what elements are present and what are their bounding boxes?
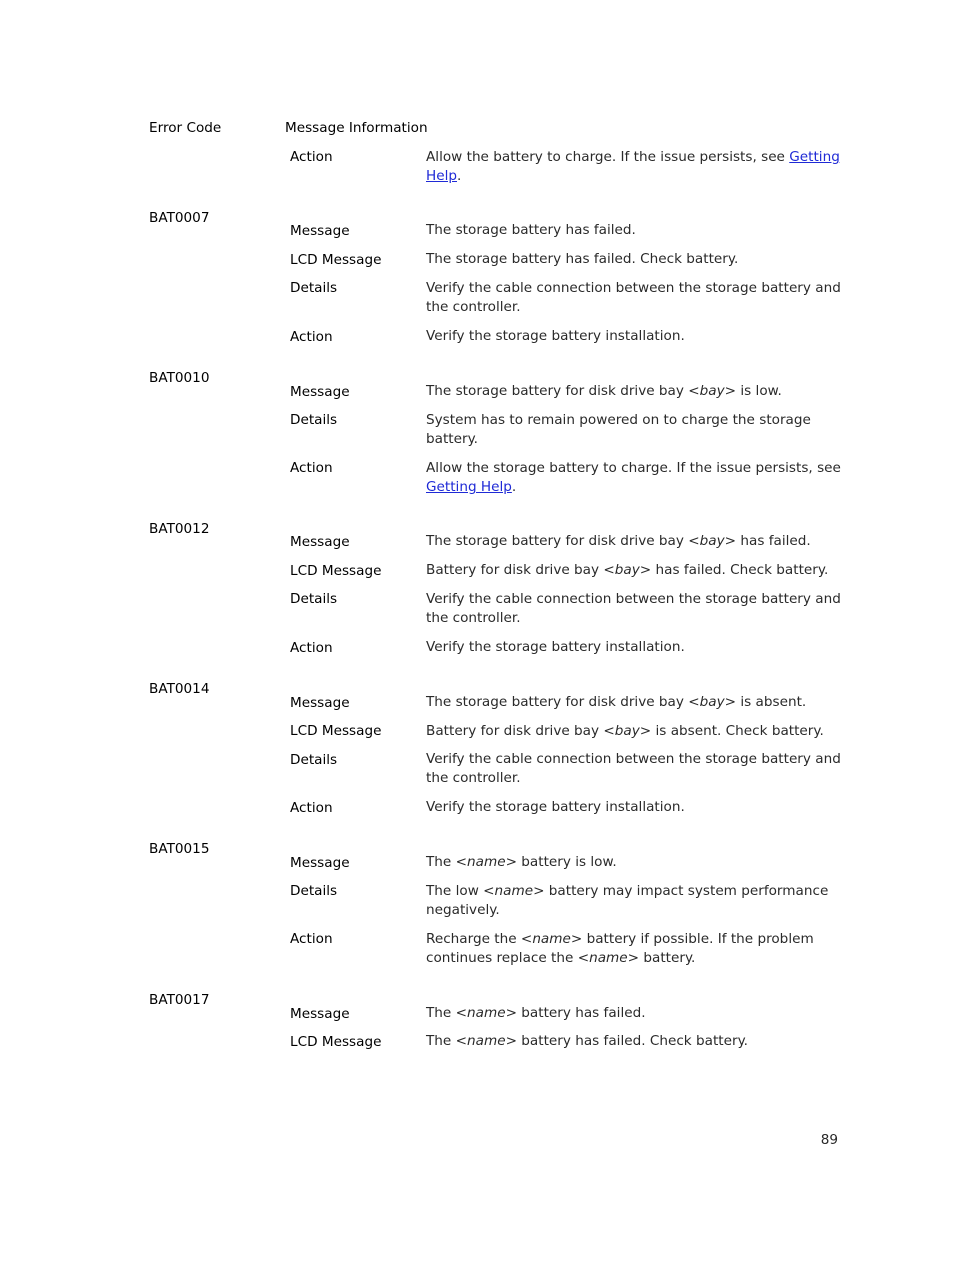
bat0014-message-pre: The storage battery for disk drive bay < — [426, 694, 700, 710]
bat0014-action-label: Action — [290, 800, 333, 816]
bat0014-details-label: Details — [290, 752, 338, 768]
bat0015-action-var: name — [532, 931, 571, 947]
bat0015-details-label: Details — [290, 883, 338, 899]
bat0015-action-post: > battery if possible. If the problem — [570, 931, 814, 947]
bat0010-action-label: Action — [290, 460, 333, 476]
getting-help-link-cont[interactable]: Help — [426, 168, 457, 184]
bat0014-message-label: Message — [290, 695, 350, 711]
bat0015-message-label: Message — [290, 855, 350, 871]
bat0015-message — [426, 853, 617, 872]
bat0017-lcd-var: name — [467, 1033, 506, 1049]
bat0014-lcd-pre: Battery for disk drive bay < — [426, 723, 615, 739]
bat0010-action-line2 — [426, 478, 516, 497]
bat0017-lcd-pre: The < — [426, 1033, 467, 1049]
bat0007-details-line2: the controller. — [426, 299, 521, 315]
cont-action-period: . — [457, 168, 462, 184]
bat0015-action2-var: name — [589, 950, 628, 966]
cont-action-text: Allow the battery to charge. If the issue persists, see — [426, 149, 790, 165]
bat0017-lcd-label: LCD Message — [290, 1034, 382, 1050]
bat0017-message-pre: The < — [426, 1005, 467, 1021]
bat0017-lcd — [426, 1032, 748, 1051]
bat0007-action-label: Action — [290, 329, 333, 345]
bat0015-action-label: Action — [290, 931, 333, 947]
bat0015-action2-post: > battery. — [627, 950, 696, 966]
bat0014-details-line1: Verify the cable connection between the storage battery and — [426, 751, 841, 767]
bat0015-action2-pre: continues replace the < — [426, 950, 590, 966]
getting-help-link[interactable]: Getting — [789, 149, 840, 165]
bat0012-message-post: > has failed. — [724, 533, 811, 549]
bat0007-lcd-label: LCD Message — [290, 252, 382, 268]
bat0012-message — [426, 532, 811, 551]
bat0012-details-label: Details — [290, 591, 338, 607]
bat0012-message-label: Message — [290, 534, 350, 550]
error-code-bat0010: BAT0010 — [149, 370, 210, 386]
bat0012-lcd-pre: Battery for disk drive bay < — [426, 562, 615, 578]
bat0015-details-pre: The low < — [426, 883, 495, 899]
error-code-bat0017: BAT0017 — [149, 992, 210, 1008]
bat0017-message-post: > battery has failed. — [505, 1005, 646, 1021]
bat0015-action-pre: Recharge the < — [426, 931, 533, 947]
bat0014-lcd-label: LCD Message — [290, 723, 382, 739]
bat0012-details-line2: the controller. — [426, 610, 521, 626]
bat0007-lcd: The storage battery has failed. Check battery. — [426, 251, 739, 267]
bat0012-message-pre: The storage battery for disk drive bay < — [426, 533, 700, 549]
bat0010-action-period: . — [511, 479, 517, 495]
bat0010-message-var: bay — [699, 383, 725, 399]
bat0015-action-line1 — [426, 930, 814, 949]
bat0014-lcd-post: > is absent. Check battery. — [639, 723, 824, 739]
bat0012-action: Verify the storage battery installation. — [426, 639, 685, 655]
bat0015-message-pre: The < — [426, 854, 467, 870]
bat0010-message — [426, 382, 782, 401]
bat0007-details-line1: Verify the cable connection between the storage battery and — [426, 280, 841, 296]
page-number: 89 — [820, 1132, 838, 1148]
bat0014-lcd-var: bay — [614, 723, 640, 739]
bat0014-message-post: > is absent. — [724, 694, 807, 710]
bat0010-details-label: Details — [290, 412, 338, 428]
bat0017-message-var: name — [467, 1005, 506, 1021]
bat0015-details-line1 — [426, 882, 828, 901]
bat0012-details-line1: Verify the cable connection between the storage battery and — [426, 591, 841, 607]
bat0010-message-post: > is low. — [724, 383, 782, 399]
bat0012-lcd-var: bay — [614, 562, 640, 578]
error-code-bat0014: BAT0014 — [149, 681, 210, 697]
bat0017-message-label: Message — [290, 1006, 350, 1022]
bat0010-details-line1: System has to remain powered on to charge the storage — [426, 412, 811, 428]
bat0014-message — [426, 693, 806, 712]
bat0010-details-line2: battery. — [426, 431, 478, 447]
bat0010-action-line1: Allow the storage battery to charge. If the issue persists, see — [426, 460, 841, 476]
bat0014-message-var: bay — [699, 694, 725, 710]
bat0012-lcd — [426, 561, 828, 580]
cont-action-label: Action — [290, 149, 333, 165]
bat0012-action-label: Action — [290, 640, 333, 656]
bat0007-details-label: Details — [290, 280, 338, 296]
getting-help-link[interactable]: Getting Help — [426, 479, 512, 495]
error-code-bat0012: BAT0012 — [149, 521, 210, 537]
bat0010-message-pre: The storage battery for disk drive bay < — [426, 383, 700, 399]
bat0017-lcd-post: > battery has failed. Check battery. — [505, 1033, 748, 1049]
bat0015-details-post: > battery may impact system performance — [533, 883, 829, 899]
bat0015-message-var: name — [467, 854, 506, 870]
bat0015-details-line2: negatively. — [426, 902, 500, 918]
bat0007-action: Verify the storage battery installation. — [426, 328, 685, 344]
header-message-information: Message Information — [285, 120, 428, 136]
bat0012-lcd-post: > has failed. Check battery. — [639, 562, 829, 578]
bat0007-message-label: Message — [290, 223, 350, 239]
bat0012-message-var: bay — [699, 533, 725, 549]
bat0012-lcd-label: LCD Message — [290, 563, 382, 579]
bat0015-action-line2 — [426, 949, 695, 968]
cont-action-line1 — [426, 148, 840, 167]
bat0014-details-line2: the controller. — [426, 770, 521, 786]
bat0010-message-label: Message — [290, 384, 350, 400]
bat0014-action: Verify the storage battery installation. — [426, 799, 685, 815]
error-code-bat0015: BAT0015 — [149, 841, 210, 857]
error-code-bat0007: BAT0007 — [149, 210, 210, 226]
bat0015-details-var: name — [494, 883, 534, 899]
cont-action-line2 — [426, 167, 461, 186]
bat0007-message: The storage battery has failed. — [426, 222, 636, 238]
bat0014-lcd — [426, 722, 824, 741]
header-error-code: Error Code — [149, 120, 222, 136]
bat0015-message-post: > battery is low. — [505, 854, 617, 870]
bat0017-message — [426, 1004, 646, 1023]
